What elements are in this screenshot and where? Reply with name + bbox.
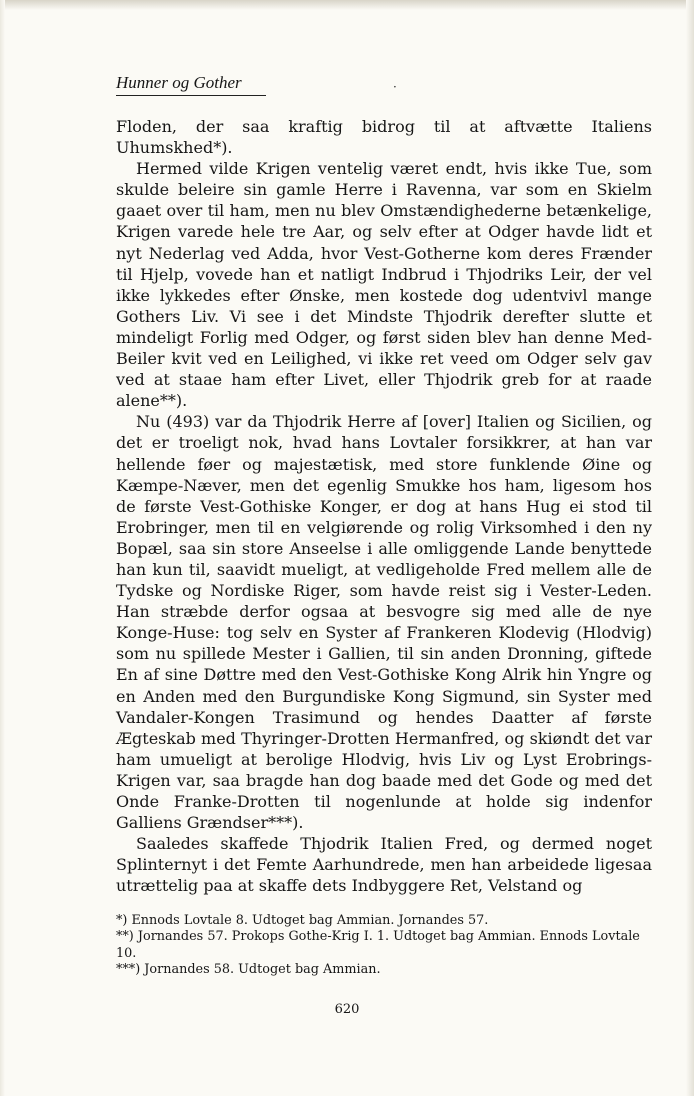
page-edge-right [686,0,694,1096]
body-text [116,116,652,896]
footnote-3: ***) Jornandes 58. Udtoget bag Ammian. [116,962,381,978]
footnote-1: *) Ennods Lovtale 8. Udtoget bag Ammian. Jornandes 57. [116,913,489,928]
paragraph-4: Saaledes skaffede Thjodrik Italien Fred, og dermed noget Splinternyt i det Femte Aarhundrede, men han arbeidede ligesaa utrættelig paa at skaffe dets Indbyggere Ret, Velstand og [116,834,652,896]
page-edge-left [0,0,5,1096]
paragraph-1: Floden, der saa kraftig bidrog til at aftvætte Italiens Uhumskhed*). [116,117,652,158]
paragraph-3: Nu (493) var da Thjodrik Herre af [over] Italien og Sicilien, og det er troeligt nok, hvad hans Lovtaler forsikkrer, at han var hellende føer og majestætisk, med store funklende Øine og Kæmpe-Næver, men det egenlig Smukke hos ham, ligesom hos de første Vest-Gothiske Konger, er dog at hans Hug ei stod til Erobringer, men til en velgiørende og rolig Virksomhed i den ny Bopæl, saa sin store Anseelse i alle omliggende Lande benyttede han kun til, saavidt mueligt, at vedligeholde Fred mellem alle de Tydske og Nordiske Riger, som havde reist sig i Vester-Leden. Han stræbde derfor ogsaa at besvogre sig med alle de nye Konge-Huse: tog selv en Syster af Frankeren Klodevig (Hlodvig) som nu spillede Mester i Gallien, til sin anden Dronning, giftede En af sine Døttre med den Vest-Gothiske Kong Alrik hin Yngre og en Anden med den Burgundiske Kong Sigmund, sin Syster med Vandaler-Kongen Trasimund og hendes Daatter af første Ægteskab med Thyringer-Drotten Hermanfred, og skiøndt det var ham umueligt at berolige Hlodvig, hvis Liv og Lyst Erobrings-Krigen var, saa bragde han dog baade med det Gode og med det Onde Franke-Drotten til nogenlunde at holde sig indenfor Galliens Grændser***). [116,412,652,833]
page-edge-top [0,0,694,10]
page-number: 620 [334,1002,360,1017]
running-title: Hunner og Gother [116,72,266,96]
footnote-2: **) Jornandes 57. Prokops Gothe-Krig I. 1. Udtoget bag Ammian. Ennods Lovtale 10. [116,929,640,961]
paragraph-2: Hermed vilde Krigen ventelig været endt, hvis ikke Tue, som skulde beleire sin gamle Herre i Ravenna, var som en Skielm gaaet over til ham, men nu blev Omstændighederne betænkelige, Krigen varede hele tre Aar, og selv efter at Odger havde lidt et nyt Nederlag ved Adda, hvor Vest-Gotherne kom deres Frænder til Hjelp, vovede han et natligt Indbrud i Thjodriks Leir, der vel ikke lykkedes efter Ønske, men kostede dog udentvivl mange Gothers Liv. Vi see i det Mindste Thjodrik derefter slutte et mindeligt Forlig med Odger, og først siden blev han denne Med-Beiler kvit ved en Leilighed, vi ikke ret veed om Odger selv gav ved at staae ham efter Livet, eller Thjodrik greb for at raade alene**). [116,159,652,411]
footnotes [116,913,652,979]
ink-dot: · [393,80,397,94]
